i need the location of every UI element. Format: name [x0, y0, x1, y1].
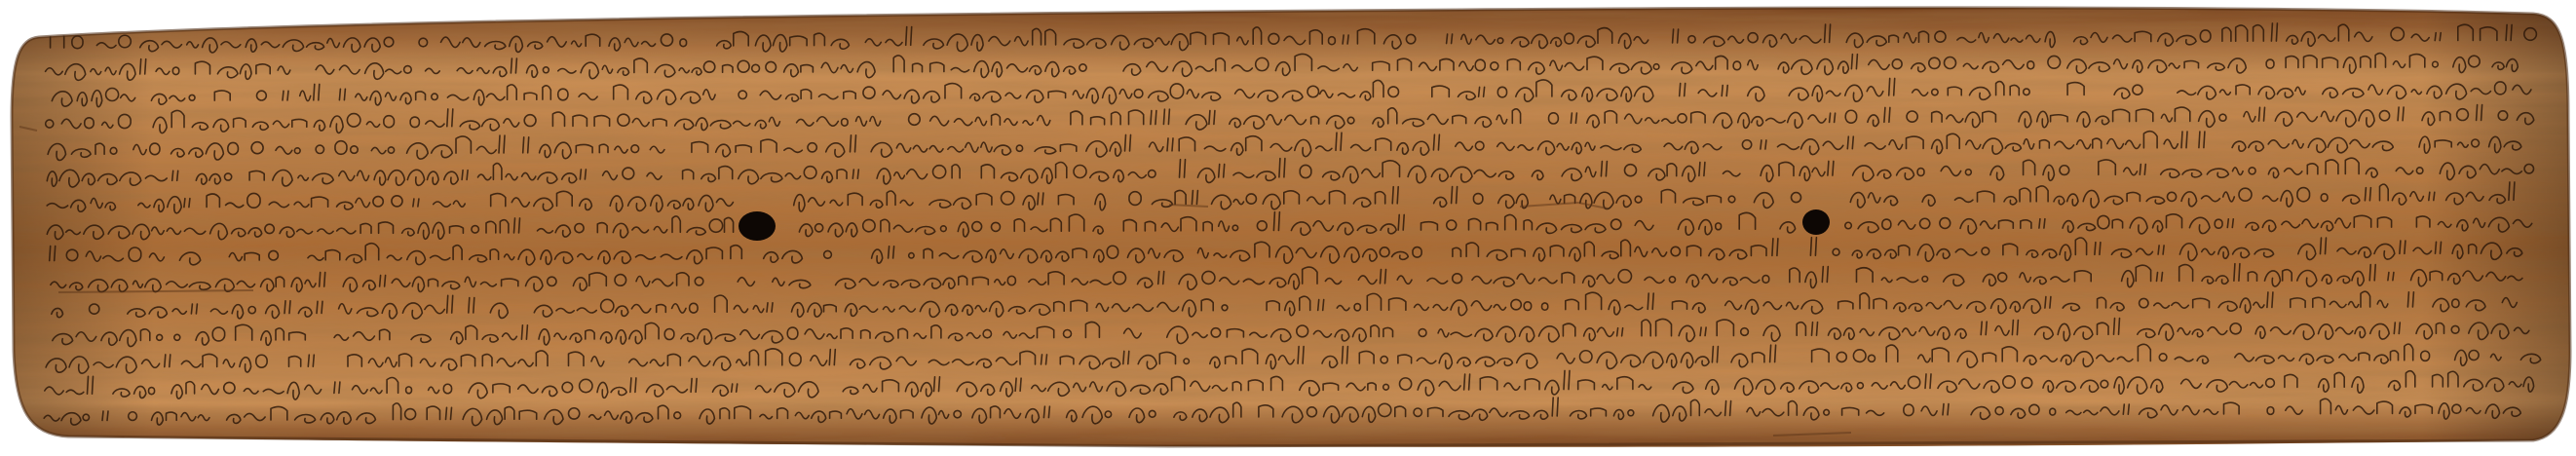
- binding-hole-left: [739, 211, 776, 241]
- binding-hole-right: [1802, 209, 1830, 235]
